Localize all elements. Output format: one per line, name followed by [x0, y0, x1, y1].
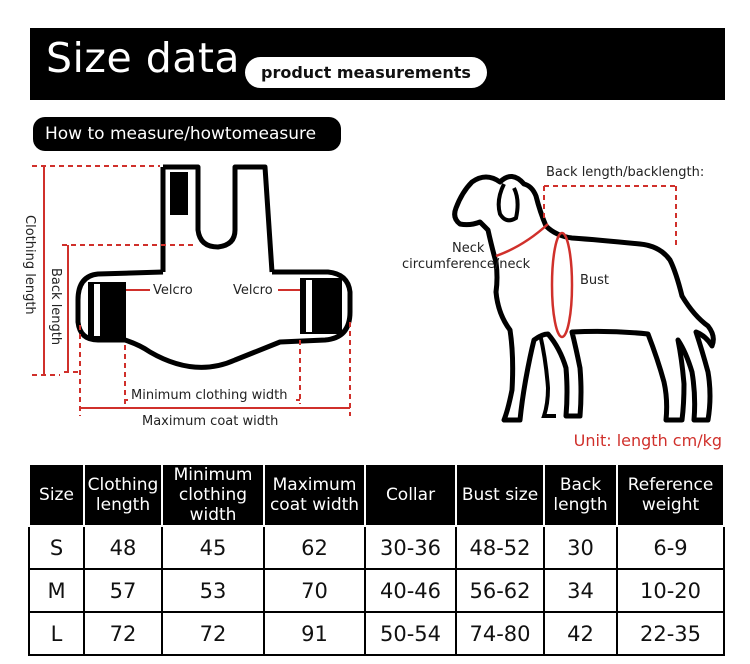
unit-note: Unit: length cm/kg [573, 431, 722, 450]
velcro-left-label: Velcro [153, 283, 193, 298]
garment-illustration [78, 167, 350, 367]
table-row [29, 569, 724, 612]
table-cell: 62 [264, 526, 365, 569]
dog-illustration [455, 176, 714, 420]
table-cell: 34 [544, 569, 617, 612]
minimum-width-label: Minimum clothing width [131, 388, 288, 403]
table-cell: 72 [84, 612, 162, 655]
table-cell: 40-46 [365, 569, 456, 612]
table-cell: 50-54 [365, 612, 456, 655]
left-velcro-block [88, 282, 126, 338]
table-cell: 6-9 [617, 526, 724, 569]
header-maximum-width: Maximum coat width [264, 464, 365, 526]
how-to-measure-badge: How to measure/howtomeasure [33, 117, 341, 151]
header-banner [30, 28, 725, 100]
page-title: Size data [46, 34, 241, 82]
table-cell: 70 [264, 569, 365, 612]
table-cell: 30-36 [365, 526, 456, 569]
back-length-label: Back length [48, 268, 63, 346]
table-cell: 48-52 [456, 526, 544, 569]
measurement-diagram [0, 150, 750, 440]
header-collar: Collar [365, 464, 456, 526]
strap-velcro-block [170, 172, 188, 215]
table-cell: 42 [544, 612, 617, 655]
table-cell: 91 [264, 612, 365, 655]
header-minimum-width: Minimum clothing width [162, 464, 264, 526]
table-header-row [29, 464, 724, 526]
velcro-right-label: Velcro [233, 283, 273, 298]
table-cell: 30 [544, 526, 617, 569]
table-cell: 53 [162, 569, 264, 612]
table-cell: 57 [84, 569, 162, 612]
table-cell: 72 [162, 612, 264, 655]
table-cell: S [29, 526, 84, 569]
header-clothing-length: Clothing length [84, 464, 162, 526]
dog-back-length-label: Back length/backlength: [546, 165, 705, 180]
table-row [29, 526, 724, 569]
table-cell: 74-80 [456, 612, 544, 655]
header-bust: Bust size [456, 464, 544, 526]
table-cell: 56-62 [456, 569, 544, 612]
neck-label-line2: circumference/neck [402, 257, 531, 272]
header-back-length: Back length [544, 464, 617, 526]
table-cell: 48 [84, 526, 162, 569]
table-cell: 45 [162, 526, 264, 569]
table-cell: M [29, 569, 84, 612]
table-row [29, 612, 724, 655]
neck-label-line1: Neck [452, 241, 485, 256]
table-cell: 22-35 [617, 612, 724, 655]
header-size: Size [29, 464, 84, 526]
table-cell: 10-20 [617, 569, 724, 612]
table-cell: L [29, 612, 84, 655]
subtitle-badge: product measurements [245, 57, 487, 88]
size-table [28, 463, 725, 656]
header-reference-weight: Reference weight [617, 464, 724, 526]
bust-label: Bust [580, 273, 610, 288]
maximum-width-label: Maximum coat width [142, 414, 279, 429]
clothing-length-label: Clothing length [22, 215, 37, 315]
